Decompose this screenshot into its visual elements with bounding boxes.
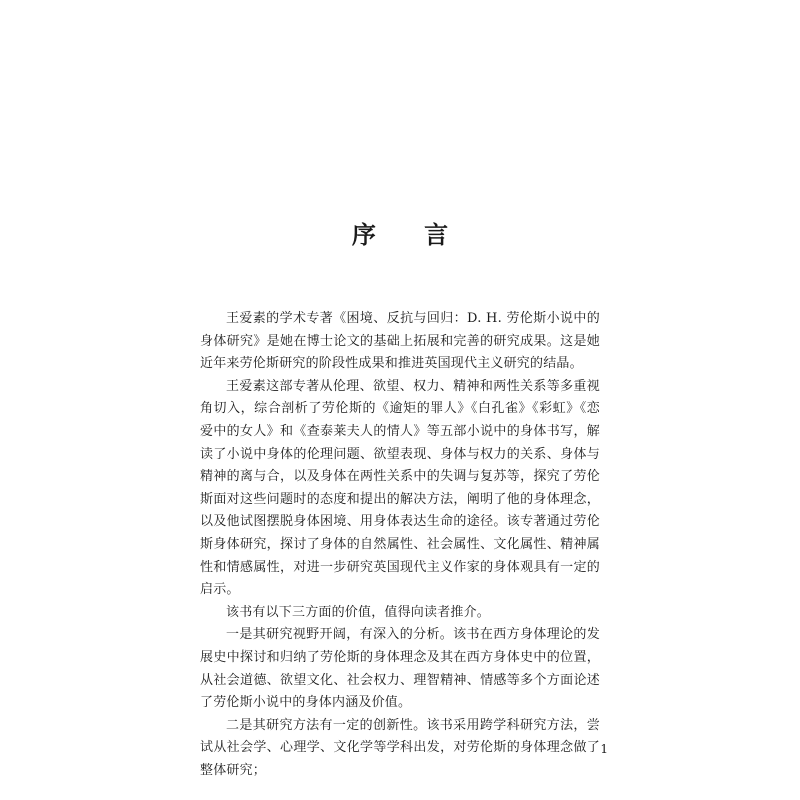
page-title: 序 言 <box>351 220 469 250</box>
page-number: 1 <box>600 742 608 756</box>
preface-body <box>200 308 600 782</box>
paragraph-2: 王爱素这部专著从伦理、欲望、权力、精神和两性关系等多重视角切入，综合剖析了劳伦斯的《逾矩的罪人》《白孔雀》《彩虹》《恋爱中的女人》和《查泰莱夫人的情人》等五部小说中的身体书写，解读了小说中身体的伦理问题、欲望表现、身体与权力的关系、身体与精神的离与合，以及身体在两性关系中的失调与复苏等，探究了劳伦斯面对这些问题时的态度和提出的解决方法，阐明了他的身体理念，以及他试图摆脱身体困境、用身体表达生命的途径。该专著通过劳伦斯身体研究，探讨了身体的自然属性、社会属性、文化属性、精神属性和情感属性，对进一步研究英国现代主义作家的身体观具有一定的启示。 <box>200 378 600 598</box>
paragraph-5: 二是其研究方法有一定的创新性。该书采用跨学科研究方法，尝试从社会学、心理学、文化学等学科出发，对劳伦斯的身体理念做了整体研究； <box>200 717 600 778</box>
paragraph-1: 王爱素的学术专著《困境、反抗与回归：D. H. 劳伦斯小说中的身体研究》是她在博士论文的基础上拓展和完善的研究成果。这是她近年来劳伦斯研究的阶段性成果和推进英国现代主义研究的结晶。 <box>200 311 600 372</box>
paragraph-3: 该书有以下三方面的价值，值得向读者推介。 <box>226 604 491 620</box>
paragraph-4: 一是其研究视野开阔，有深入的分析。该书在西方身体理论的发展史中探讨和归纳了劳伦斯的身体理念及其在西方身体史中的位置，从社会道德、欲望文化、社会权力、理智精神、情感等多个方面论述了劳伦斯小说中的身体内涵及价值。 <box>200 627 600 711</box>
